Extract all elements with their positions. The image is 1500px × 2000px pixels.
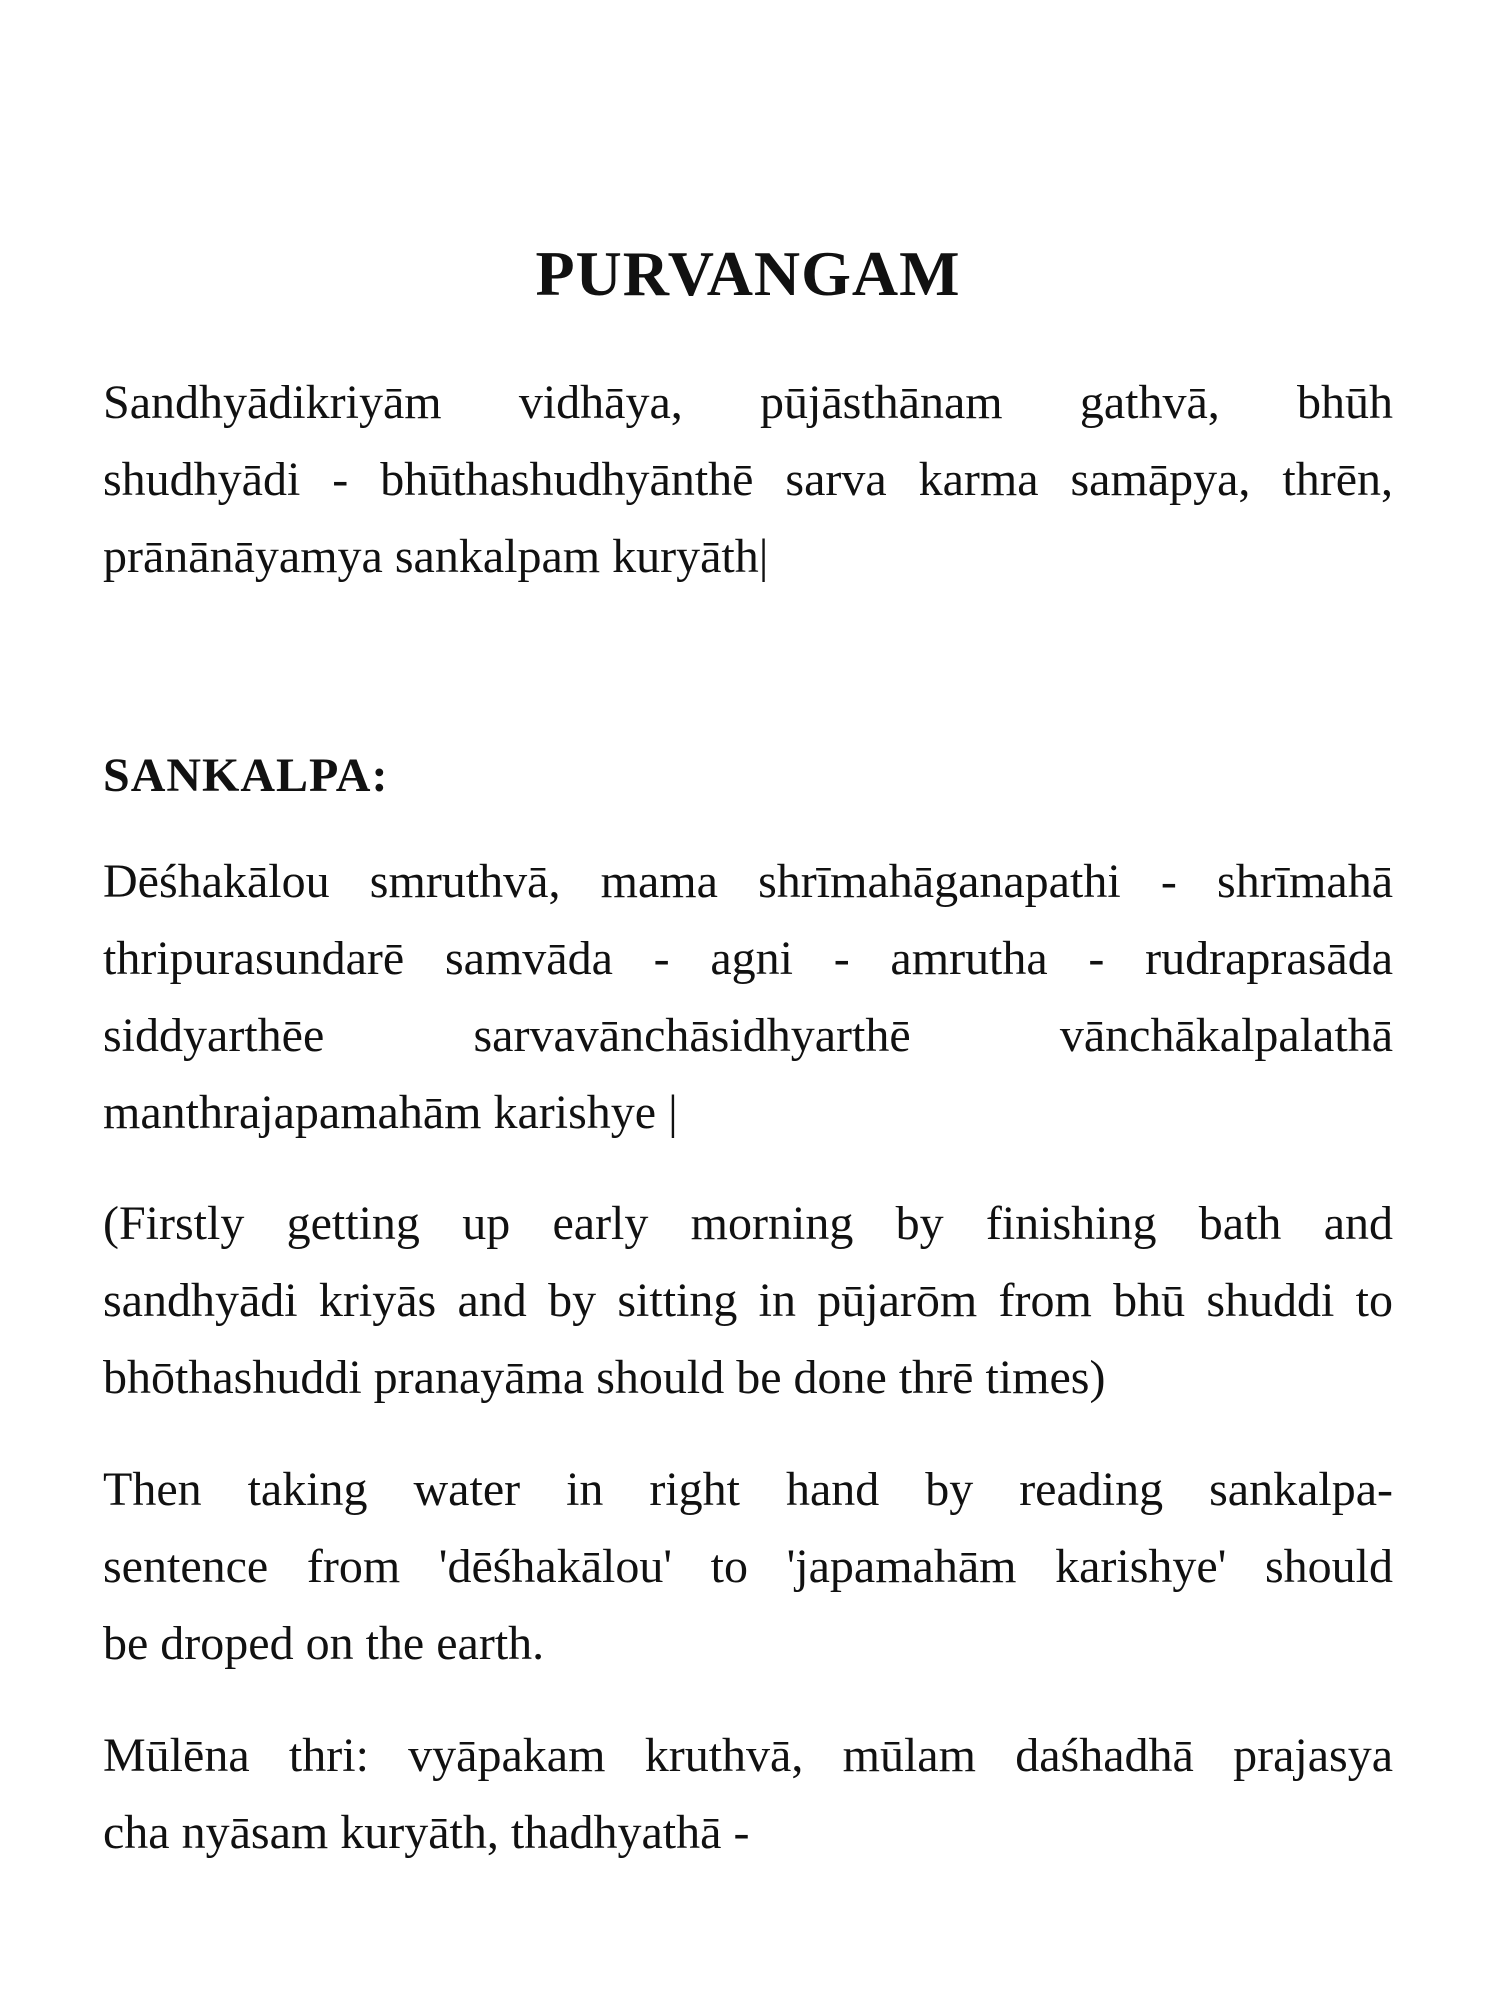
instruction-line-3: be droped on the earth. — [103, 1617, 545, 1670]
sankalpa-paragraph — [103, 843, 1393, 1151]
sankalpa-line-1: Dēśhakālou smruthvā, mama shrīmahāganapathi - shrīmahā — [103, 855, 1393, 908]
explanation-paragraph — [103, 1185, 1393, 1416]
sankalpa-line-2: thripurasundarē samvāda - agni - amrutha - rudraprasāda — [103, 932, 1393, 985]
sankalpa-line-3: siddyarthēe sarvavānchāsidhyarthē vānchākalpalathā — [103, 1009, 1393, 1062]
explanation-line-3: bhōthashuddi pranayāma should be done thrē times) — [103, 1351, 1106, 1404]
sankalpa-line-4: manthrajapamahām karishye | — [103, 1086, 678, 1139]
explanation-line-1: (Firstly getting up early morning by finishing bath and — [103, 1197, 1393, 1250]
intro-line-1: Sandhyādikriyām vidhāya, pūjāsthānam gathvā, bhūh — [103, 376, 1393, 429]
intro-paragraph — [103, 364, 1393, 595]
page-title: PURVANGAM — [535, 238, 961, 309]
instruction-paragraph — [103, 1451, 1393, 1682]
instruction-line-1: Then taking water in right hand by reading sankalpa- — [103, 1463, 1393, 1516]
intro-line-3: prānānāyamya sankalpam kuryāth| — [103, 530, 769, 583]
nyasa-paragraph — [103, 1717, 1393, 1871]
explanation-line-2: sandhyādi kriyās and by sitting in pūjarōm from bhū shuddi to — [103, 1274, 1393, 1327]
nyasa-line-1: Mūlēna thri: vyāpakam kruthvā, mūlam daśhadhā prajasya — [103, 1729, 1393, 1782]
nyasa-line-2: cha nyāsam kuryāth, thadhyathā - — [103, 1806, 750, 1859]
sankalpa-heading: SANKALPA: — [103, 749, 389, 802]
instruction-line-2: sentence from 'dēśhakālou' to 'japamahām karishye' should — [103, 1540, 1393, 1593]
intro-line-2: shudhyādi - bhūthashudhyānthē sarva karma samāpya, thrēn, — [103, 453, 1393, 506]
